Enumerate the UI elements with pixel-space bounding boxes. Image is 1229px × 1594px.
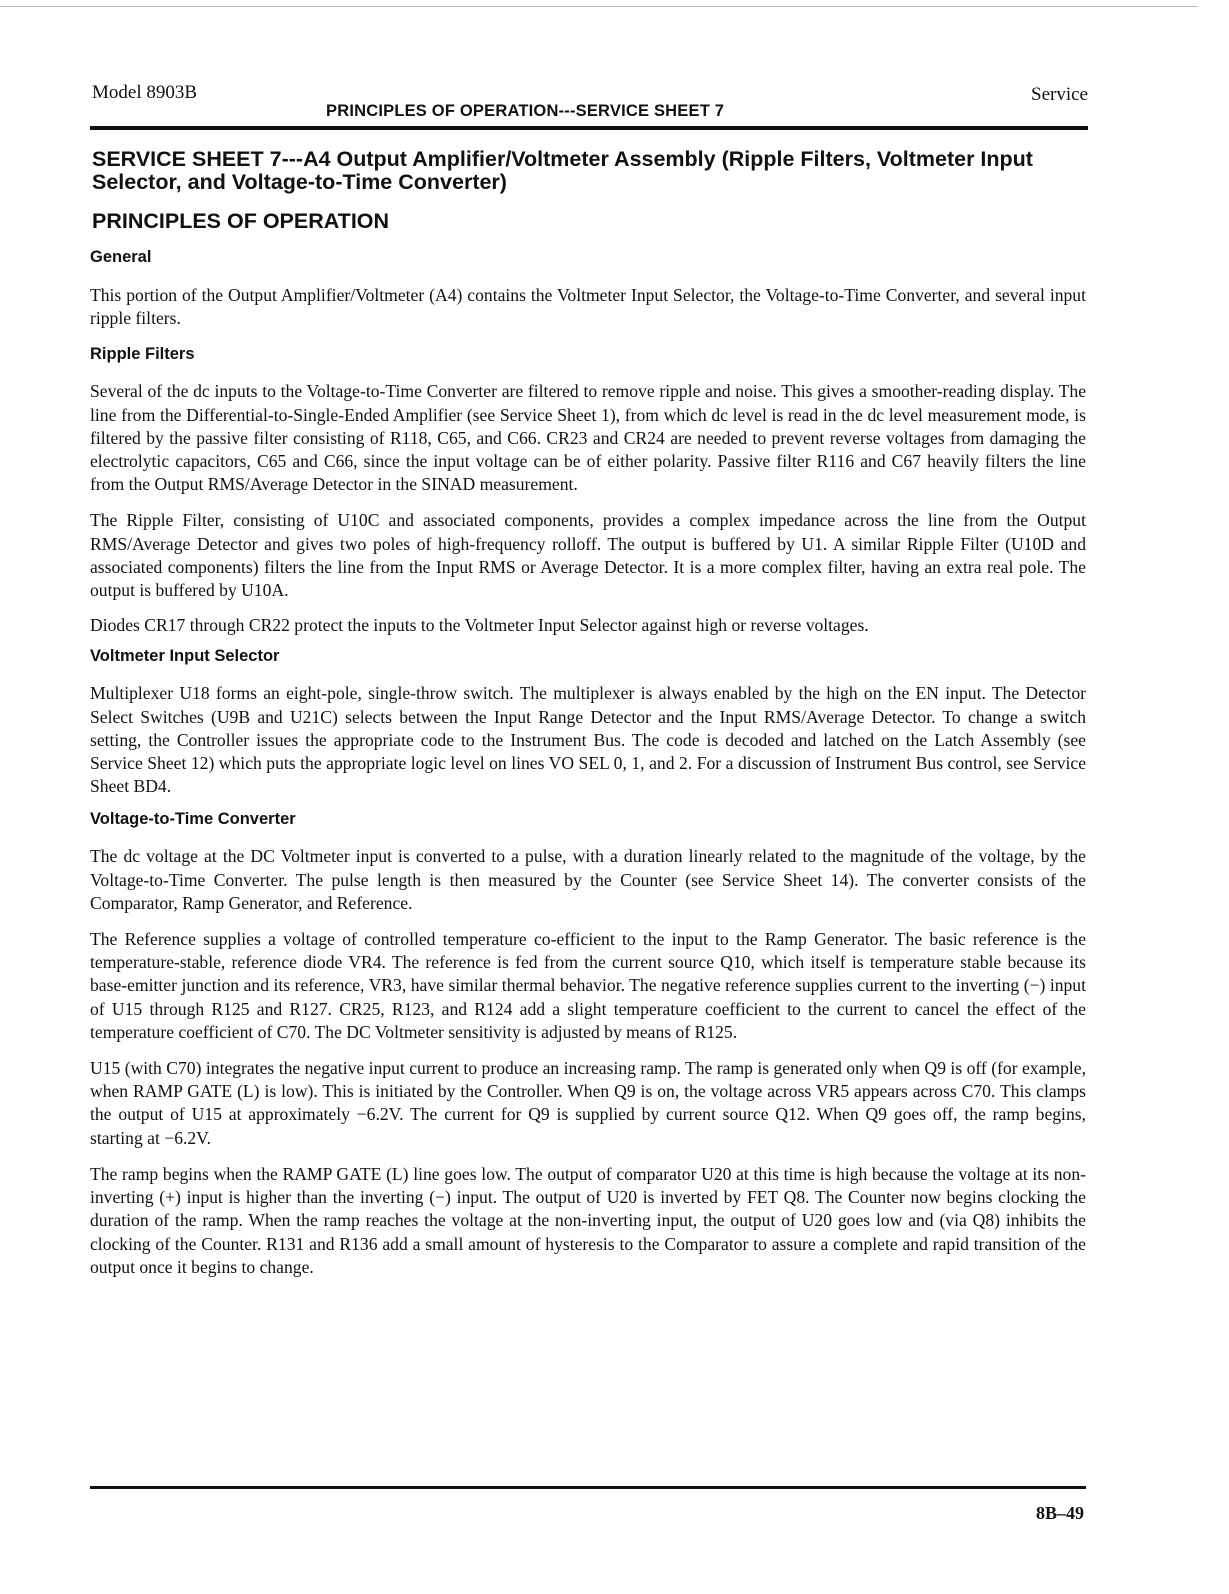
header-model: Model 8903B bbox=[92, 82, 198, 103]
heading-general: General bbox=[90, 248, 152, 266]
footer-rule bbox=[90, 1486, 1086, 1489]
paragraph-converter-1: The dc voltage at the DC Voltmeter input is converted to a pulse, with a duration linearly related to the magnitude of the voltage, by the Voltage-to-Time Converter. The pulse length is then measured by the Counter (see Service Sheet 14). The converter consists of the Comparator, Ramp Generator, and Reference. bbox=[90, 846, 1086, 913]
paragraph-general-1: This portion of the Output Amplifier/Voltmeter (A4) contains the Voltmeter Input Selector, the Voltage-to-Time Converter, and several input ripple filters. bbox=[90, 285, 1086, 329]
paragraph-ripple-3: Diodes CR17 through CR22 protect the inputs to the Voltmeter Input Selector against high or reverse voltages. bbox=[90, 615, 869, 636]
paragraph-ripple-1: Several of the dc inputs to the Voltage-to-Time Converter are filtered to remove ripple and noise. This gives a smoother-reading display. The line from the Differential-to-Single-Ended Amplifier (see Service Sheet 1), from which dc level is read in the dc level measurement mode, is filtered by the passive filter consisting of R118, C65, and C66. CR23 and CR24 are needed to prevent reverse voltages from damaging the electrolytic capacitors, C65 and C66, since the input voltage can be of either polarity. Passive filter R116 and C67 heavily filters the line from the Output RMS/Average Detector in the SINAD measurement. bbox=[90, 381, 1086, 495]
main-heading: PRINCIPLES OF OPERATION bbox=[92, 209, 390, 233]
page-header bbox=[90, 82, 1088, 120]
paragraph-converter-3: U15 (with C70) integrates the negative input current to produce an increasing ramp. The ramp is generated only when Q9 is off (for example, when RAMP GATE (L) is low). This is initiated by the Controller. When Q9 is on, the voltage across VR5 appears across C70. This clamps the output of U15 at approximately −6.2V. The current for Q9 is supplied by current source Q12. When Q9 goes off, the ramp begins, starting at −6.2V. bbox=[90, 1058, 1086, 1148]
paragraph-selector-1: Multiplexer U18 forms an eight-pole, single-throw switch. The multiplexer is always enabled by the high on the EN input. The Detector Select Switches (U9B and U21C) selects between the Input Range Detector and the Input RMS/Average Detector. To change a switch setting, the Controller issues the appropriate code to the Instrument Bus. The code is decoded and latched on the Latch Assembly (see Service Sheet 12) which puts the appropriate logic level on lines VO SEL 0, 1, and 2. For a discussion of Instrument Bus control, see Service Sheet BD4. bbox=[90, 683, 1086, 797]
heading-ripple-filters: Ripple Filters bbox=[90, 345, 195, 364]
document-page bbox=[90, 82, 1088, 1277]
paragraph-converter-4: The ramp begins when the RAMP GATE (L) line goes low. The output of comparator U20 at this time is high because the voltage at its non-inverting (+) input is higher than the inverting (−) input. The output of U20 is inverted by FET Q8. The Counter now begins clocking the duration of the ramp. When the ramp reaches the voltage at the non-inverting input, the output of U20 goes low and (via Q8) inhibits the clocking of the Counter. R131 and R136 add a small amount of hysteresis to the Comparator to assure a complete and rapid transition of the output once it begins to change. bbox=[90, 1163, 1086, 1277]
paragraph-ripple-2: The Ripple Filter, consisting of U10C and associated components, provides a complex impedance across the line from the Output RMS/Average Detector and gives two poles of high-frequency rolloff. The output is buffered by U1. A similar Ripple Filter (U10D and associated components) filters the line from the Input RMS or Average Detector. It is a more complex filter, having an extra real pole. The output is buffered by U10A. bbox=[90, 510, 1086, 601]
heading-voltage-to-time-converter: Voltage-to-Time Converter bbox=[90, 810, 296, 829]
heading-voltmeter-input-selector: Voltmeter Input Selector bbox=[90, 647, 280, 666]
header-section-title: PRINCIPLES OF OPERATION---SERVICE SHEET 7 bbox=[326, 102, 725, 120]
header-service: Service bbox=[1031, 84, 1088, 105]
header-rule bbox=[90, 126, 1088, 130]
page-number: 8B–49 bbox=[1035, 1503, 1084, 1523]
scan-edge-line bbox=[0, 6, 1198, 7]
service-sheet-title: SERVICE SHEET 7---A4 Output Amplifier/Voltmeter Assembly (Ripple Filters, Voltmeter Input Selector, and Voltage-to-Time Converter) bbox=[92, 147, 1033, 194]
paragraph-converter-2: The Reference supplies a voltage of controlled temperature co-efficient to the input to the Ramp Generator. The basic reference is the temperature-stable, reference diode VR4. The reference is fed from the current source Q10, which itself is temperature stable because its base-emitter junction and its reference, VR3, have similar thermal behavior. The negative reference supplies current to the inverting (−) input of U15 through R125 and R127. CR25, R123, and R124 add a slight temperature coefficient to the current to cancel the effect of the temperature coefficient of C70. The DC Voltmeter sensitivity is adjusted by means of R125. bbox=[90, 929, 1086, 1042]
document-body bbox=[90, 208, 1086, 1279]
